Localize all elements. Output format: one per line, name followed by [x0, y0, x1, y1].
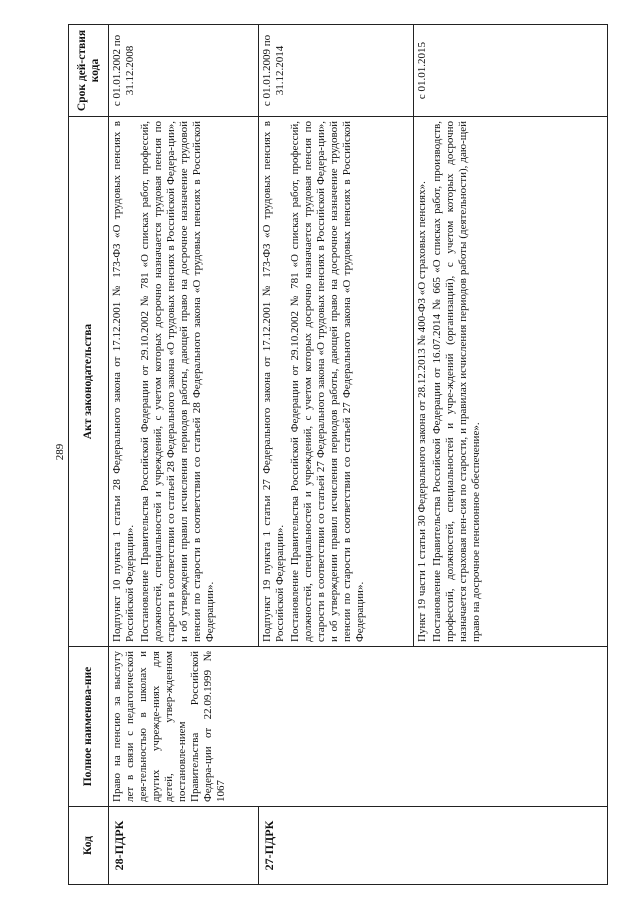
- row-acts: [109, 117, 259, 647]
- header-act: Акт законодательства: [69, 117, 109, 647]
- row-code: 28-ПДРК: [109, 807, 259, 885]
- row-acts: [414, 117, 608, 647]
- act-item: Пункт 19 части 1 статьи 30 Федерального закона от 28.12.2013 № 400-ФЗ «О страховых пенсиях».: [416, 181, 428, 642]
- table-header-row: [69, 25, 109, 885]
- table-row: [109, 25, 259, 885]
- row-code: 27-ПДРК: [259, 807, 608, 885]
- full-name-text: Право на пенсию за выслугу лет в связи с педагогической дея-тельностью в школах и других учрежде-ниях для детей, утвер-жденном постановле-нием Правительства Российской Федера-ции от 22.09.1999 № 1067: [111, 651, 227, 802]
- act-item: Постановление Правительства Российской Федерации от 29.10.2002 № 781 «О списках работ, профессий, должностей, специальностей и учреждений, с учетом которых досрочно назначается трудовая пенсия по старости в соответствии со статьей 28 Федерального закона «О трудовых пенсиях в Российской Федера-ции», и об утверждении правил исчисления периодов работы, дающей право на досрочное назначение трудовой пенсии по старости в соответствии со статьей 28 Федерального закона «О трудовых пенсиях в Российской Федерации».: [139, 121, 216, 642]
- act-item: Подпункт 19 пункта 1 статьи 27 Федерального закона от 17.12.2001 № 173-ФЗ «О трудовых пенсиях в Российской Федерации».: [261, 121, 286, 642]
- act-item: Подпункт 10 пункта 1 статьи 28 Федерального закона от 17.12.2001 № 173-ФЗ «О трудовых пенсиях в Российской Федерации».: [111, 121, 136, 642]
- row-acts: [259, 117, 414, 647]
- page-number: 289: [54, 443, 66, 461]
- row-period: с 01.01.2015: [414, 25, 608, 117]
- act-item: Постановление Правительства Российской Федерации от 29.10.2002 № 781 «О списках работ, профессий, должностей, специальностей и учреждений, с учетом которых досрочно назначается трудовая пенсия по старости в соответствии со статьей 27 Федерального закона «О трудовых пенсиях в Российской Федера-ции», и об утверждении правил исчисления периодов работы, дающей право на досрочное назначение трудовой пенсии по старости в соответствии со статьей 27 Федерального закона «О трудовых пенсиях в Российской Федерации».: [289, 121, 366, 642]
- header-name: Полное наименова-ние: [69, 647, 109, 807]
- row-period: с 01.01.2002 по 31.12.2008: [109, 25, 259, 117]
- rotated-table-wrapper: [68, 25, 608, 885]
- act-item: Постановление Правительства Российской Федерации от 16.07.2014 № 665 «О списках работ, производств, профессий, должностей, специальностей и учре-ждений (организаций), с учетом которых досрочно назначается страховая пен-сия по старости, и правилах исчисления периодов работы (деятельности), даю-щей право на досрочное пенсионное обеспечение».: [431, 121, 482, 642]
- header-period: Срок дей-ствия кода: [69, 25, 109, 117]
- header-code: Код: [69, 807, 109, 885]
- codes-table: [68, 24, 608, 885]
- row-full-name: [109, 647, 608, 807]
- row-period: с 01.01.2009 по 31.12.2014: [259, 25, 414, 117]
